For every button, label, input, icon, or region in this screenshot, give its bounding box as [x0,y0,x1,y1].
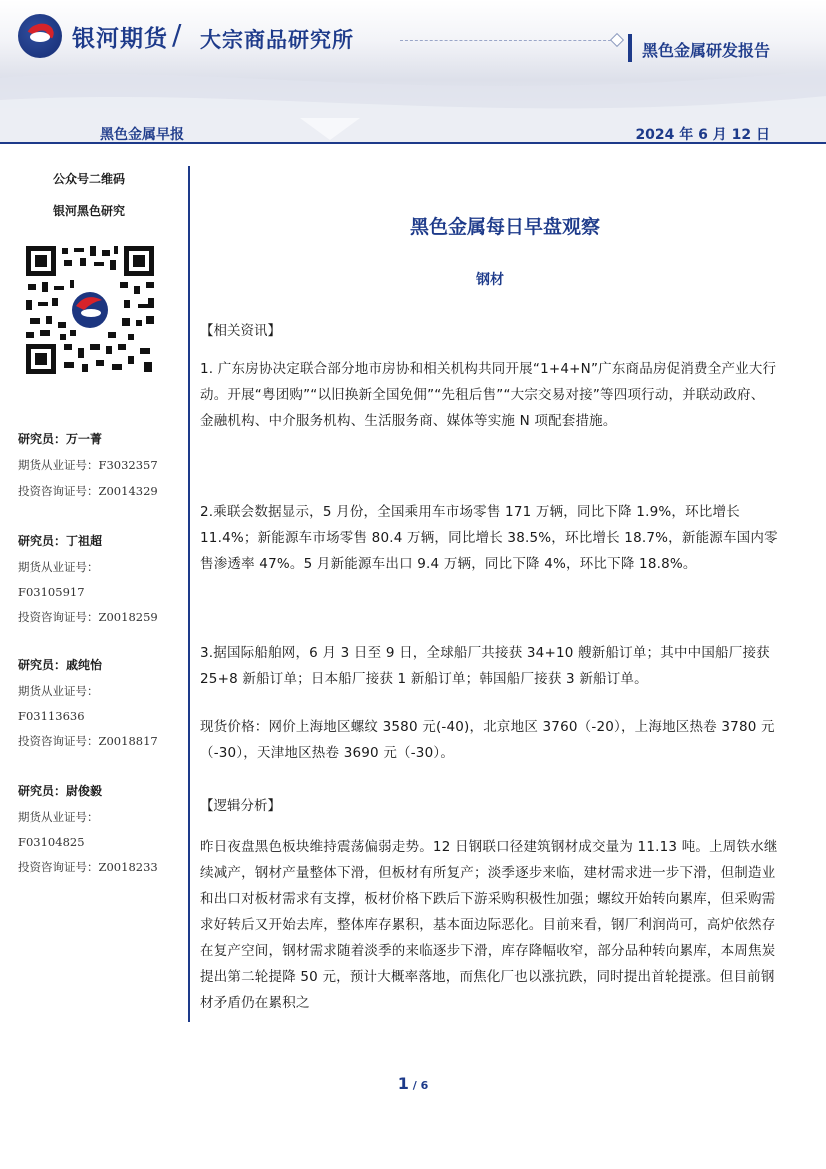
section-heading-news: 【相关资讯】 [200,323,281,339]
analyst-2 [18,532,158,635]
analyst-license: F03104825 [18,835,85,849]
report-date: 2024 年 6 月 12 日 [635,127,770,142]
analyst-license: F03113636 [18,709,85,723]
header-accent-bar [628,34,632,62]
page-separator: / [408,1079,421,1092]
institute-name: 大宗商品研究所 [200,28,354,52]
news-item-1: 1. 广东房协决定联合部分地市房协和相关机构共同开展“1+4+N”广东商品房促消费全产业大行动。开展“粤团购”“以旧换新全国免佣”“先租后售”“大宗交易对接”等四项行动，并联动政府、金融机构、中介服务机构、生活服务商、媒体等实施 N 项配套措施。 [200,361,777,429]
analyst-name: 研究员：尉俊毅 [18,784,103,798]
spot-price-paragraph: 现货价格：网价上海地区螺纹 3580 元(-40)，北京地区 3760（-20），上海地区热卷 3780 元（-30），天津地区热卷 3690 元（-30）。 [200,719,775,761]
galaxy-logo-icon [18,14,62,58]
qr-title: 公众号二维码 [52,172,125,186]
analyst-1 [18,430,158,509]
news-item-3: 3.据国际船舶网，6 月 3 日至 9 日，全球船厂共接获 34+10 艘新船订单；其中中国船厂接获 25+8 新船订单；日本船厂接获 1 新船订单；韩国船厂接获 3 新船订单。 [200,645,770,687]
analyst-name: 研究员：丁祖超 [18,534,103,548]
current-page: 1 [397,1074,409,1093]
analyst-license: 期货从业证号： [18,810,99,824]
analyst-license: F03105917 [18,585,85,599]
header-banner [0,0,826,142]
total-pages: 6 [420,1079,429,1092]
analyst-license: 期货从业证号： [18,560,99,574]
brand-separator: / [172,18,182,51]
sidebar [0,144,188,1024]
header-dashed-line [400,40,616,41]
report-series: 黑色金属早报 [100,127,184,142]
analyst-name: 研究员：万一菁 [18,432,103,446]
logic-paragraph: 昨日夜盘黑色板块维持震荡偏弱走势。12 日钢联口径建筑钢材成交量为 11.13 吨。上周铁水继续减产，钢材产量整体下滑，但板材有所复产；淡季逐步来临，建材需求进一步下滑，但制造业和出口对板材需求有支撑，板材价格下跌后下游采购积极性加强；螺纹开始转向累库，但采购需求好转后又开始去库，整体库存累积，基本面边际恶化。目前来看，钢厂利润尚可，高炉依然存在复产空间，钢材需求随着淡季的来临逐步下滑，库存降幅收窄，部分品种转向累库，本周焦炭提出第二轮提降 50 元，预计大概率落地，而焦化厂也以涨抗跌，同时提出首轮提涨。但目前钢材矛盾仍在累积之 [200,839,778,1011]
analyst-license: 期货从业证号：F3032357 [18,458,158,472]
section-heading-logic: 【逻辑分析】 [200,798,281,814]
analyst-license: 投资咨询证号：Z0018233 [18,860,158,874]
brand-name: 银河期货 [72,26,168,52]
document-title: 黑色金属每日早盘观察 [409,216,600,238]
qr-code-icon [24,244,156,376]
analyst-name: 研究员：戚纯怡 [18,658,103,672]
analyst-3 [18,656,158,759]
analyst-license: 投资咨询证号：Z0018817 [18,734,158,748]
analyst-4 [18,782,158,885]
news-item-2: 2.乘联会数据显示，5 月份，全国乘用车市场零售 171 万辆，同比下降 1.9%，环比增长 11.4%；新能源车市场零售 80.4 万辆，同比增长 38.5%，环比增长 18.7%，新能源车国内零售渗透率 47%。5 月新能源车出口 9.4 万辆，同比下降 4%，环比下降 18.8%。 [200,504,778,572]
report-type: 黑色金属研发报告 [641,41,770,60]
qr-account-name: 银河黑色研究 [52,204,125,218]
analyst-license: 期货从业证号： [18,684,99,698]
document-subtitle: 钢材 [476,272,504,288]
analyst-license: 投资咨询证号：Z0014329 [18,484,158,498]
analyst-license: 投资咨询证号：Z0018259 [18,610,158,624]
page-number [0,1074,826,1093]
sidebar-divider [188,166,190,1022]
